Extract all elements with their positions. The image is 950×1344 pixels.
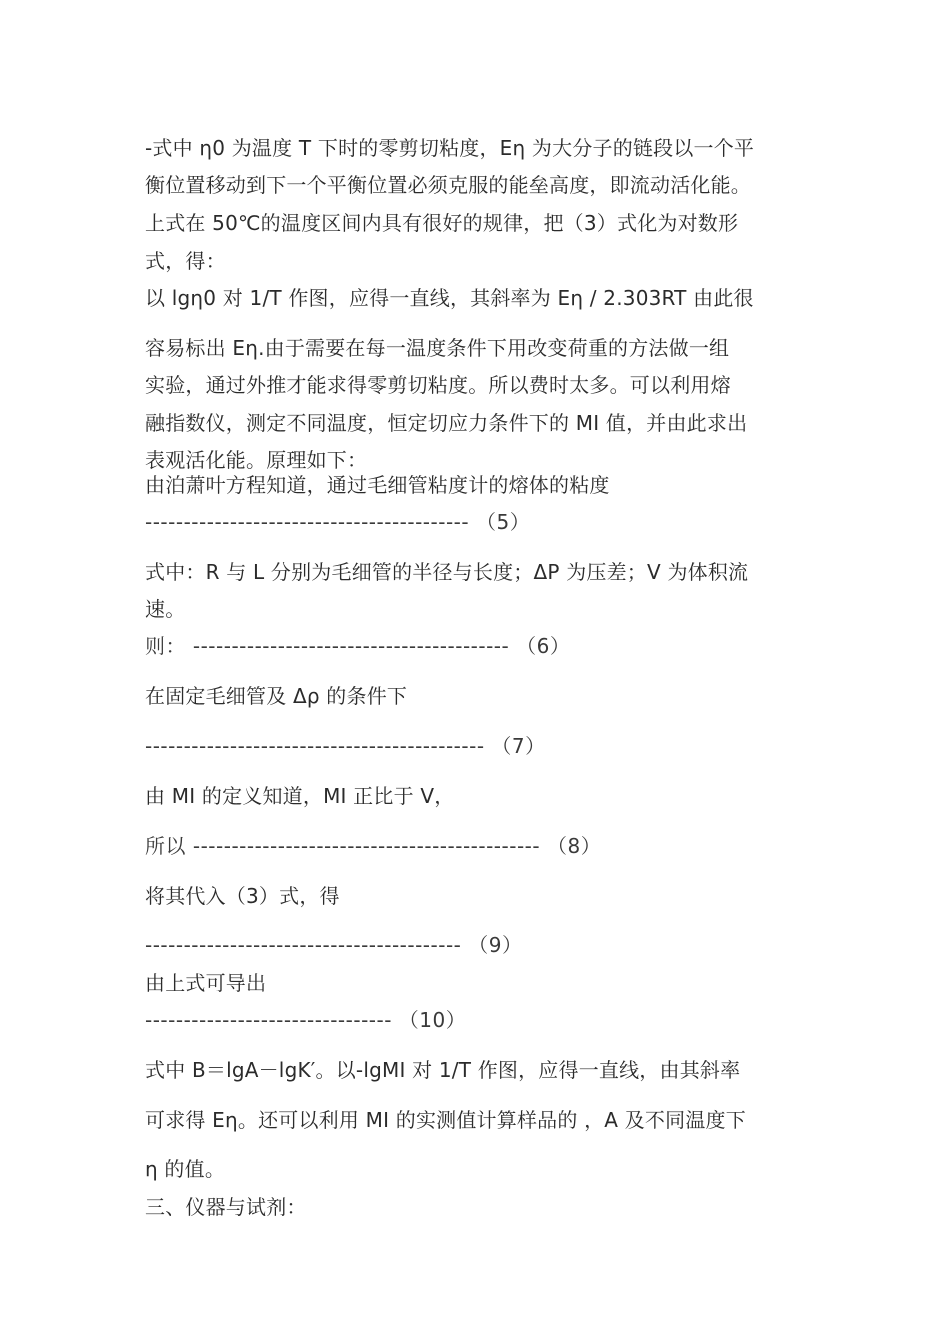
equation-7-line: -------------------------------------------- （7） bbox=[145, 734, 546, 758]
equation-5-line: ------------------------------------------ （5） bbox=[145, 510, 531, 534]
text-line-7: 实验，通过外推才能求得零剪切粘度。所以费时太多。可以利用熔 bbox=[145, 373, 731, 397]
text-line-4: 式，得： bbox=[145, 249, 226, 273]
equation-6-line: 则： ----------------------------------------- （6） bbox=[145, 634, 571, 658]
text-line-1: -式中 η0 为温度 T 下时的零剪切粘度，Eη 为大分子的链段以一个平 bbox=[145, 136, 755, 160]
text-line-15: 将其代入（3）式，得 bbox=[145, 884, 340, 908]
text-line-3: 上式在 50℃的温度区间内具有很好的规律，把（3）式化为对数形 bbox=[145, 211, 739, 235]
text-line-12: 速。 bbox=[145, 597, 186, 621]
text-line-10: 由泊萧叶方程知道，通过毛细管粘度计的熔体的粘度 bbox=[145, 473, 610, 497]
text-line-13: 在固定毛细管及 Δρ 的条件下 bbox=[145, 684, 408, 708]
text-line-16: 由上式可导出 bbox=[145, 971, 267, 995]
text-line-14: 由 MI 的定义知道，MI 正比于 V， bbox=[145, 784, 455, 808]
text-line-11: 式中：R 与 L 分别为毛细管的半径与长度；ΔP 为压差；V 为体积流 bbox=[145, 560, 749, 584]
equation-8-line: 所以 --------------------------------------------- （8） bbox=[145, 834, 602, 858]
equation-9-line: ----------------------------------------- （9） bbox=[145, 933, 523, 957]
text-line-2: 衡位置移动到下一个平衡位置必须克服的能垒高度，即流动活化能。 bbox=[145, 173, 751, 197]
section-heading: 三、仪器与试剂： bbox=[145, 1195, 307, 1219]
text-line-6: 容易标出 Eη.由于需要在每一温度条件下用改变荷重的方法做一组 bbox=[145, 336, 730, 360]
text-line-5: 以 lgη0 对 1/T 作图，应得一直线，其斜率为 Eη / 2.303RT 由此很 bbox=[145, 286, 754, 310]
text-line-18: 可求得 Eη。还可以利用 MI 的实测值计算样品的 ，A 及不同温度下 bbox=[145, 1108, 746, 1132]
text-line-9: 表观活化能。原理如下： bbox=[145, 448, 368, 472]
text-line-8: 融指数仪，测定不同温度，恒定切应力条件下的 MI 值，并由此求出 bbox=[145, 411, 748, 435]
text-line-17: 式中 B＝lgA－lgK′。以-lgMI 对 1/T 作图，应得一直线，由其斜率 bbox=[145, 1058, 741, 1082]
text-line-19: η 的值。 bbox=[145, 1157, 226, 1181]
equation-10-line: -------------------------------- （10） bbox=[145, 1008, 467, 1032]
